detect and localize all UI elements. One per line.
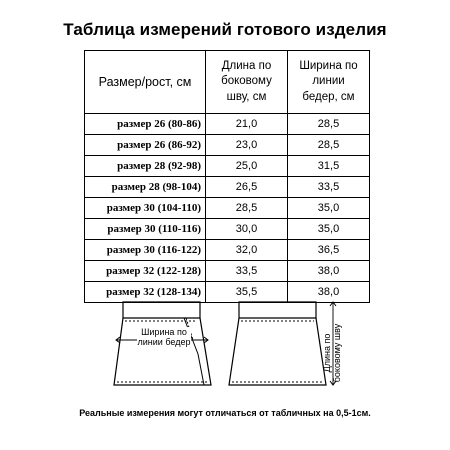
table-row — [85, 219, 370, 240]
row-size-cell: размер 26 (80-86) — [85, 114, 206, 135]
measurements-table — [84, 50, 370, 303]
row-length-cell: 28,5 — [206, 198, 288, 219]
skirt-drawings — [0, 290, 450, 400]
row-length-cell: 21,0 — [206, 114, 288, 135]
footnote: Реальные измерения могут отличаться от табличных на 0,5-1см. — [79, 408, 371, 418]
header-width — [288, 51, 370, 114]
row-length-cell: 30,0 — [206, 219, 288, 240]
table-header-row — [85, 51, 370, 114]
row-length-cell: 23,0 — [206, 135, 288, 156]
header-length-line: шву, см — [226, 90, 267, 103]
row-size-cell: размер 28 (98-104) — [85, 177, 206, 198]
row-size-cell: размер 32 (122-128) — [85, 261, 206, 282]
row-width-cell: 28,5 — [288, 114, 370, 135]
row-width-cell: 38,0 — [288, 261, 370, 282]
skirt-back-drawing — [229, 302, 336, 385]
row-length-cell: 32,0 — [206, 240, 288, 261]
row-length-cell: 25,0 — [206, 156, 288, 177]
row-width-cell: 35,0 — [288, 219, 370, 240]
row-width-cell: 35,0 — [288, 198, 370, 219]
hip-width-label-line: Ширина по — [141, 327, 187, 337]
row-size-cell: размер 26 (86-92) — [85, 135, 206, 156]
hip-width-label-line: линии бедер — [137, 337, 191, 347]
header-length — [206, 51, 288, 114]
table-row — [85, 156, 370, 177]
header-size: Размер/рост, см — [85, 51, 206, 114]
hip-width-label — [137, 327, 191, 347]
row-width-cell: 36,5 — [288, 240, 370, 261]
row-width-cell: 38,0 — [288, 282, 370, 303]
header-length-line: боковому — [221, 75, 272, 88]
row-size-cell: размер 30 (110-116) — [85, 219, 206, 240]
table-row — [85, 135, 370, 156]
table-row — [85, 198, 370, 219]
side-length-label-line: Длина по — [322, 333, 332, 373]
row-width-cell: 28,5 — [288, 135, 370, 156]
row-size-cell: размер 30 (104-110) — [85, 198, 206, 219]
table-row — [85, 114, 370, 135]
header-width-line: линии — [312, 75, 345, 88]
row-width-cell: 33,5 — [288, 177, 370, 198]
row-length-cell: 35,5 — [206, 282, 288, 303]
row-length-cell: 26,5 — [206, 177, 288, 198]
row-width-cell: 31,5 — [288, 156, 370, 177]
header-width-line: бедер, см — [302, 90, 355, 103]
row-size-cell: размер 28 (92-98) — [85, 156, 206, 177]
table-row — [85, 261, 370, 282]
row-size-cell: размер 30 (116-122) — [85, 240, 206, 261]
row-length-cell: 33,5 — [206, 261, 288, 282]
table-row — [85, 240, 370, 261]
row-size-cell: размер 32 (128-134) — [85, 282, 206, 303]
table-row — [85, 177, 370, 198]
header-length-line: Длина по — [221, 59, 272, 72]
header-width-line: Ширина по — [299, 59, 358, 72]
page-title: Таблица измерений готового изделия — [63, 20, 387, 39]
table-body — [85, 114, 370, 303]
side-length-label — [322, 308, 344, 398]
side-length-label-line: боковому шву — [332, 323, 342, 383]
skirt-diagram — [0, 290, 450, 400]
